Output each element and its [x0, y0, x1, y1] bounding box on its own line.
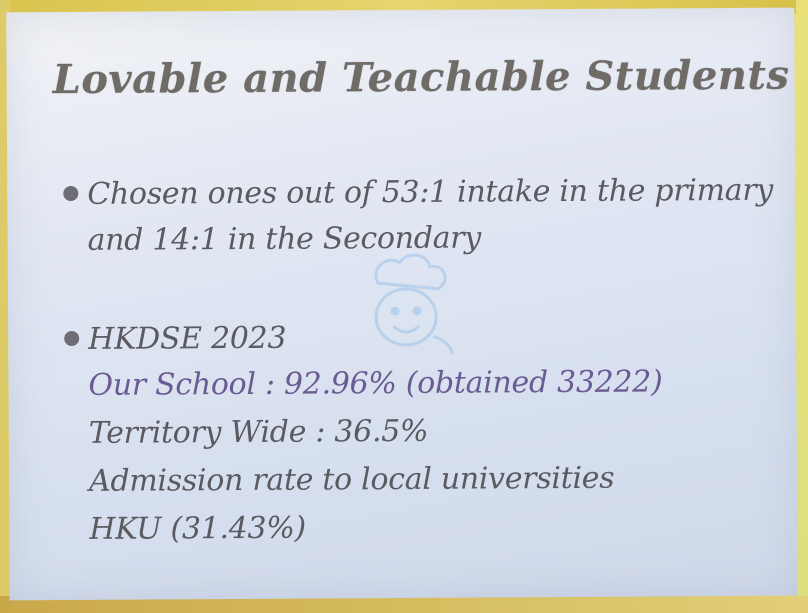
bullet-intake-line-1: Chosen ones out of 53:1 intake in the primary — [87, 172, 774, 212]
slide-title: Lovable and Teachable Students — [52, 51, 790, 104]
hku-result: HKU (31.43%) — [89, 510, 307, 547]
bullet-dot-icon — [63, 186, 78, 201]
our-school-result: Our School : 92.96% (obtained 33222) — [88, 364, 663, 403]
frame-right-border — [796, 0, 808, 613]
hkdse-heading: HKDSE 2023 — [88, 320, 287, 357]
admission-rate-label: Admission rate to local universities — [88, 460, 615, 499]
chef-baby-face-logo-icon — [348, 245, 469, 366]
projected-slide — [6, 8, 798, 601]
bullet-intake-line-2: and 14:1 in the Secondary — [87, 220, 482, 258]
bullet-dot-icon — [64, 331, 79, 346]
territory-wide-result: Territory Wide : 36.5% — [88, 413, 429, 451]
